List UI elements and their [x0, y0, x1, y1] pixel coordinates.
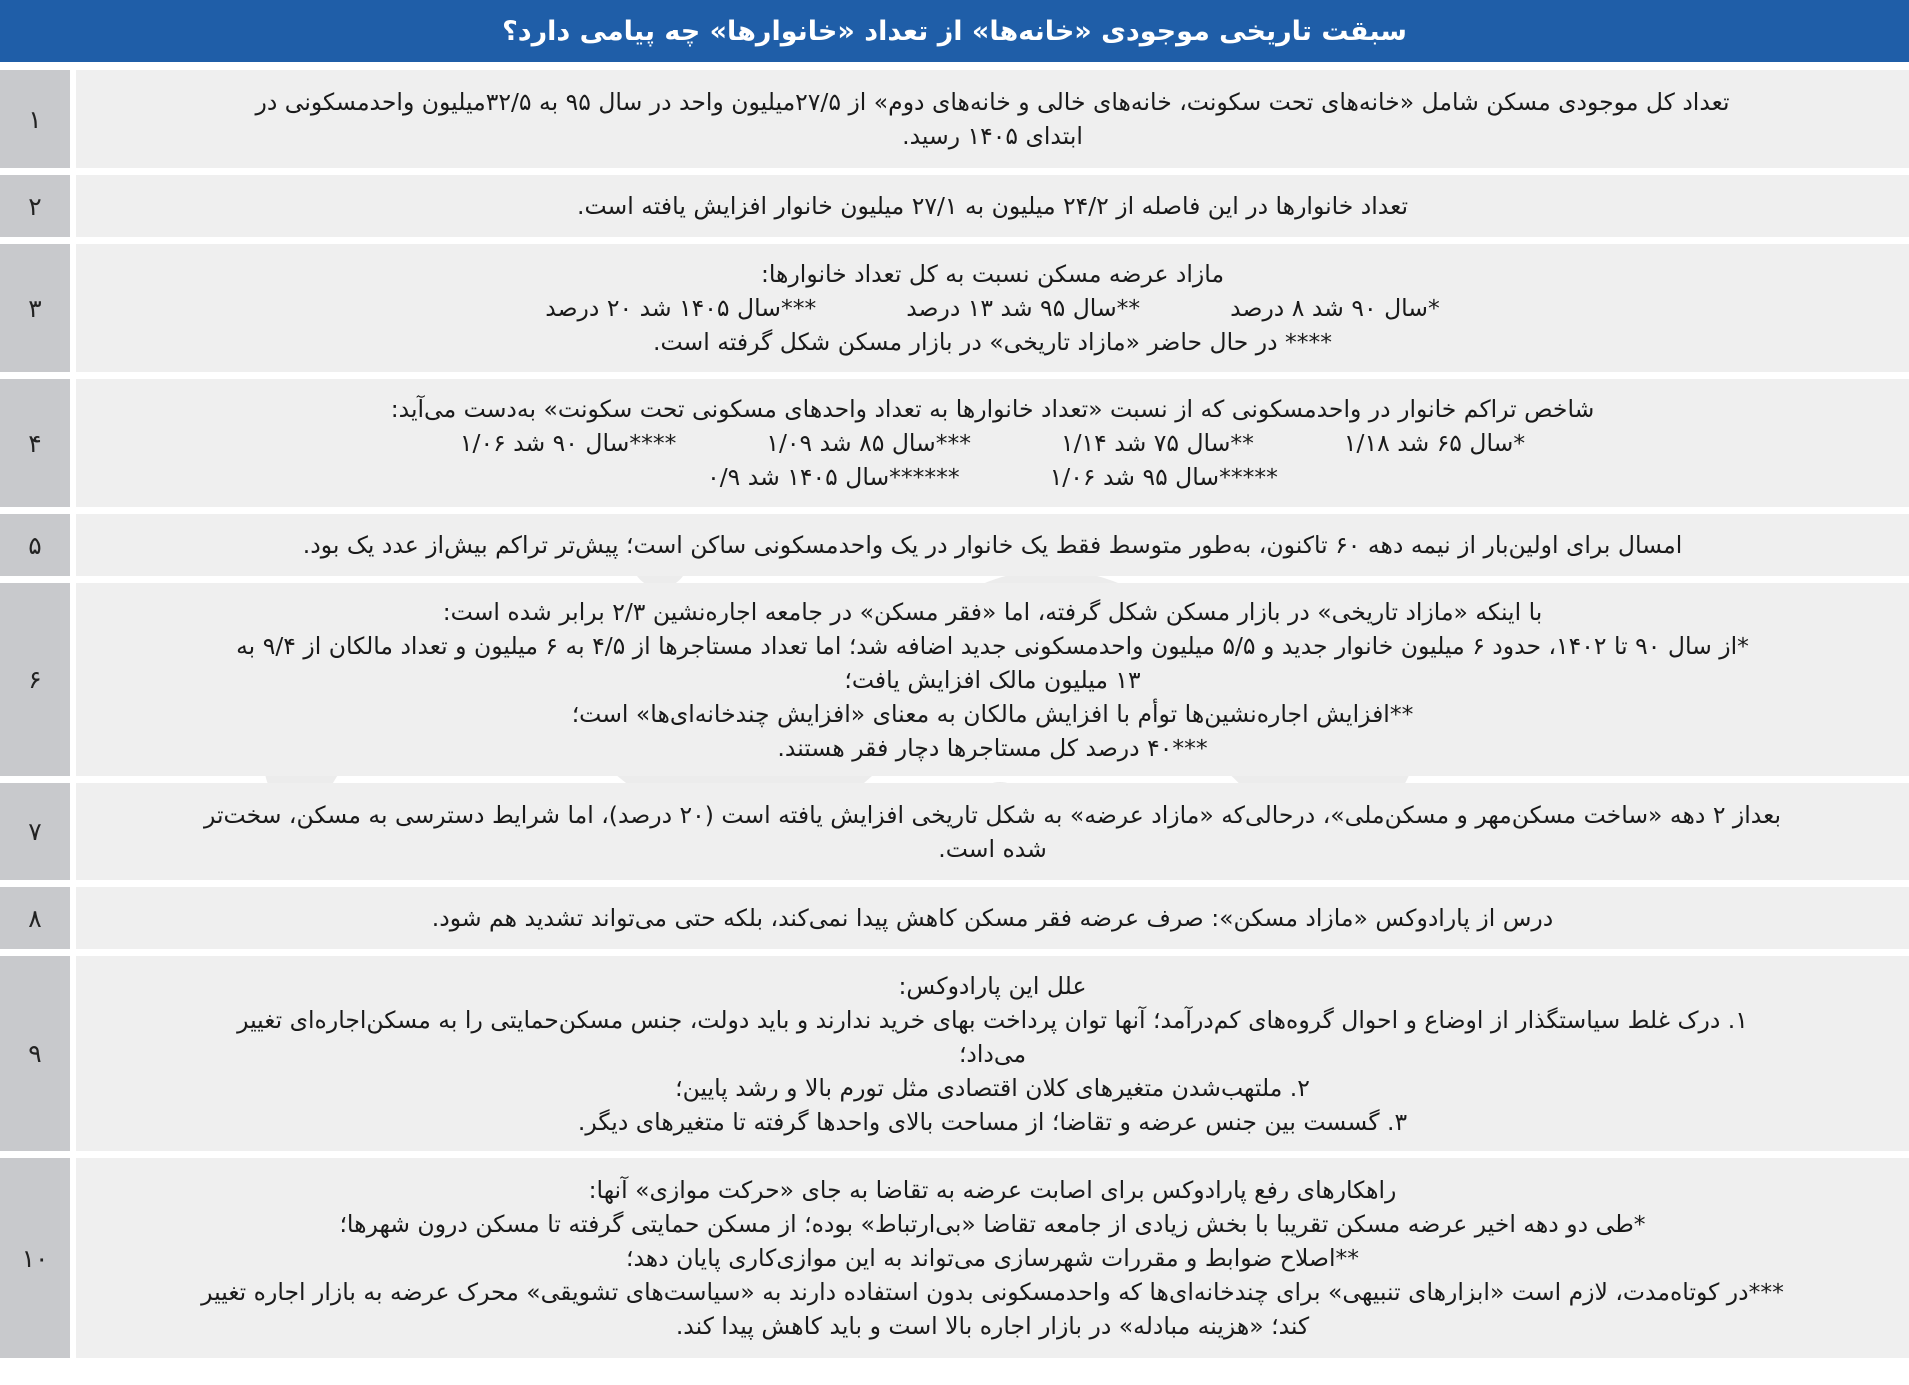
row-text: ******سال ۱۴۰۵ شد ۰/۹: [707, 463, 960, 491]
row-text: شده است.: [938, 834, 1047, 863]
row-text: کند؛ «هزینه مبادله» در بازار اجاره بالا است و باید کاهش پیدا کند.: [675, 1312, 1310, 1340]
row-text: تعداد خانوارها در این فاصله از ۲۴/۲ میلیون به ۲۷/۱ میلیون خانوار افزایش یافته است.: [577, 192, 1408, 220]
row-number: ۴: [0, 379, 70, 507]
row-text: ۱۳ میلیون مالک افزایش یافت؛: [844, 665, 1141, 694]
row-number: ۵: [0, 514, 70, 576]
row-content: [76, 887, 1909, 949]
row-number: ۶: [0, 583, 70, 776]
row-subline: [707, 460, 1278, 494]
row-content: [76, 956, 1909, 1151]
row-content: [76, 514, 1909, 576]
page-title: سبقت تاریخی موجودی «خانه‌ها» از تعداد «خانوارها» چه پیامی دارد؟: [0, 0, 1909, 62]
row-text: *سال ۶۵ شد ۱/۱۸: [1343, 429, 1526, 457]
row-subline: [545, 291, 1439, 325]
table-row: [0, 70, 1909, 168]
row-text: *از سال ۹۰ تا ۱۴۰۲، حدود ۶ میلیون خانوار جدید و ۵/۵ میلیون واحدمسکونی جدید اضافه شد؛ اما تعداد مستاجرها از ۴/۵ به ۶ میلیون و تعداد مالکان از ۹/۴ به: [236, 631, 1749, 660]
table-row: [0, 1158, 1909, 1358]
table-row: [0, 956, 1909, 1151]
row-subline: [460, 426, 1525, 460]
row-content: [76, 175, 1909, 237]
row-text: ۲. ملتهب‌شدن متغیرهای کلان اقتصادی مثل تورم بالا و رشد پایین؛: [675, 1073, 1310, 1102]
row-text: با اینکه «مازاد تاریخی» در بازار مسکن شکل گرفته، اما «فقر مسکن» در جامعه اجاره‌نشین ۲/۳ برابر شده است:: [442, 597, 1543, 626]
findings-table: [0, 70, 1909, 1365]
row-text: تعداد کل موجودی مسکن شامل «خانه‌های تحت سکونت، خانه‌های خالی و خانه‌های دوم» از ۲۷/۵میلیون واحد در سال ۹۵ به ۳۲/۵میلیون واحدمسکونی در: [255, 88, 1730, 116]
row-number: ۷: [0, 783, 70, 880]
row-content: [76, 379, 1909, 507]
table-row: [0, 379, 1909, 507]
row-number: ۸: [0, 887, 70, 949]
row-text: شاخص تراکم خانوار در واحدمسکونی که از نسبت «تعداد خانوارها به تعداد واحدهای مسکونی تحت سکونت» به‌دست می‌آید:: [390, 395, 1595, 423]
row-content: [76, 583, 1909, 776]
table-row: [0, 244, 1909, 372]
row-number: ۱: [0, 70, 70, 168]
row-text: مازاد عرضه مسکن نسبت به کل تعداد خانوارها:: [760, 260, 1225, 288]
row-text: ۳. گسست بین جنس عرضه و تقاضا؛ از مساحت بالای واحدها گرفته تا متغیرهای دیگر.: [577, 1107, 1408, 1136]
row-text: ۱. درک غلط سیاستگذار از اوضاع و احوال گروه‌های کم‌درآمد؛ آنها توان پرداخت بهای خرید ندارند و باید دولت، جنس مسکن‌حمایتی را به مسکن‌اجاره‌ای تغییر: [237, 1005, 1748, 1034]
row-number: ۱۰: [0, 1158, 70, 1358]
row-text: ابتدای ۱۴۰۵ رسید.: [902, 122, 1083, 150]
row-text: **اصلاح ضوابط و مقررات شهرسازی می‌تواند به این موازی‌کاری پایان دهد؛: [626, 1244, 1359, 1272]
row-text: ****سال ۹۰ شد ۱/۰۶: [459, 429, 677, 457]
row-number: ۲: [0, 175, 70, 237]
row-text: ***سال ۸۵ شد ۱/۰۹: [766, 429, 971, 457]
row-text: درس از پارادوکس «مازاد مسکن»: صرف عرضه فقر مسکن کاهش پیدا نمی‌کند، بلکه حتی می‌تواند تشدید هم شود.: [431, 904, 1554, 932]
row-content: [76, 244, 1909, 372]
row-text: راهکارهای رفع پارادوکس برای اصابت عرضه به تقاضا به جای «حرکت موازی» آنها:: [588, 1176, 1397, 1204]
row-text: **سال ۷۵ شد ۱/۱۴: [1061, 429, 1254, 457]
row-text: ***۴۰ درصد کل مستاجرها دچار فقر هستند.: [777, 733, 1208, 762]
row-text: **سال ۹۵ شد ۱۳ درصد: [906, 294, 1141, 322]
row-text: *****سال ۹۵ شد ۱/۰۶: [1049, 463, 1278, 491]
row-text: **** در حال حاضر «مازاد تاریخی» در بازار مسکن شکل گرفته است.: [653, 328, 1333, 356]
row-number: ۳: [0, 244, 70, 372]
row-text: علل این پارادوکس:: [898, 971, 1087, 1000]
row-content: [76, 783, 1909, 880]
row-text: امسال برای اولین‌بار از نیمه دهه ۶۰ تاکنون، به‌طور متوسط فقط یک خانوار در یک واحدمسکونی ساکن است؛ پیش‌تر تراکم بیش‌از عدد یک بود.: [302, 531, 1683, 559]
table-row: [0, 887, 1909, 949]
table-row: [0, 175, 1909, 237]
table-row: [0, 583, 1909, 776]
row-number: ۹: [0, 956, 70, 1151]
row-text: ***سال ۱۴۰۵ شد ۲۰ درصد: [545, 294, 817, 322]
table-row: [0, 514, 1909, 576]
table-row: [0, 783, 1909, 880]
row-text: می‌داد؛: [958, 1039, 1027, 1068]
row-text: *سال ۹۰ شد ۸ درصد: [1230, 294, 1440, 322]
row-content: [76, 70, 1909, 168]
row-text: *طی دو دهه اخیر عرضه مسکن تقریبا با بخش زیادی از جامعه تقاضا «بی‌ارتباط» بوده؛ از مسکن حمایتی گرفته تا مسکن درون شهرها؛: [339, 1210, 1646, 1238]
row-text: ***در کوتاه‌مدت، لازم است «ابزارهای تنبیهی» برای چندخانه‌ای‌ها که واحدمسکونی بدون استفاده دارند به «سیاست‌های تشویقی» محرک عرضه به بازار اجاره تغییر: [201, 1278, 1784, 1306]
row-text: بعداز ۲ دهه «ساخت مسکن‌مهر و مسکن‌ملی»، درحالی‌که «مازاد عرضه» به شکل تاریخی افزایش یافته است (۲۰ درصد)، اما شرایط دسترسی به مسکن، سخت‌تر: [204, 800, 1782, 829]
row-content: [76, 1158, 1909, 1358]
row-text: **افزایش اجاره‌نشین‌ها توأم با افزایش مالکان به معنای «افزایش چندخانه‌ای‌ها» است؛: [571, 699, 1414, 728]
